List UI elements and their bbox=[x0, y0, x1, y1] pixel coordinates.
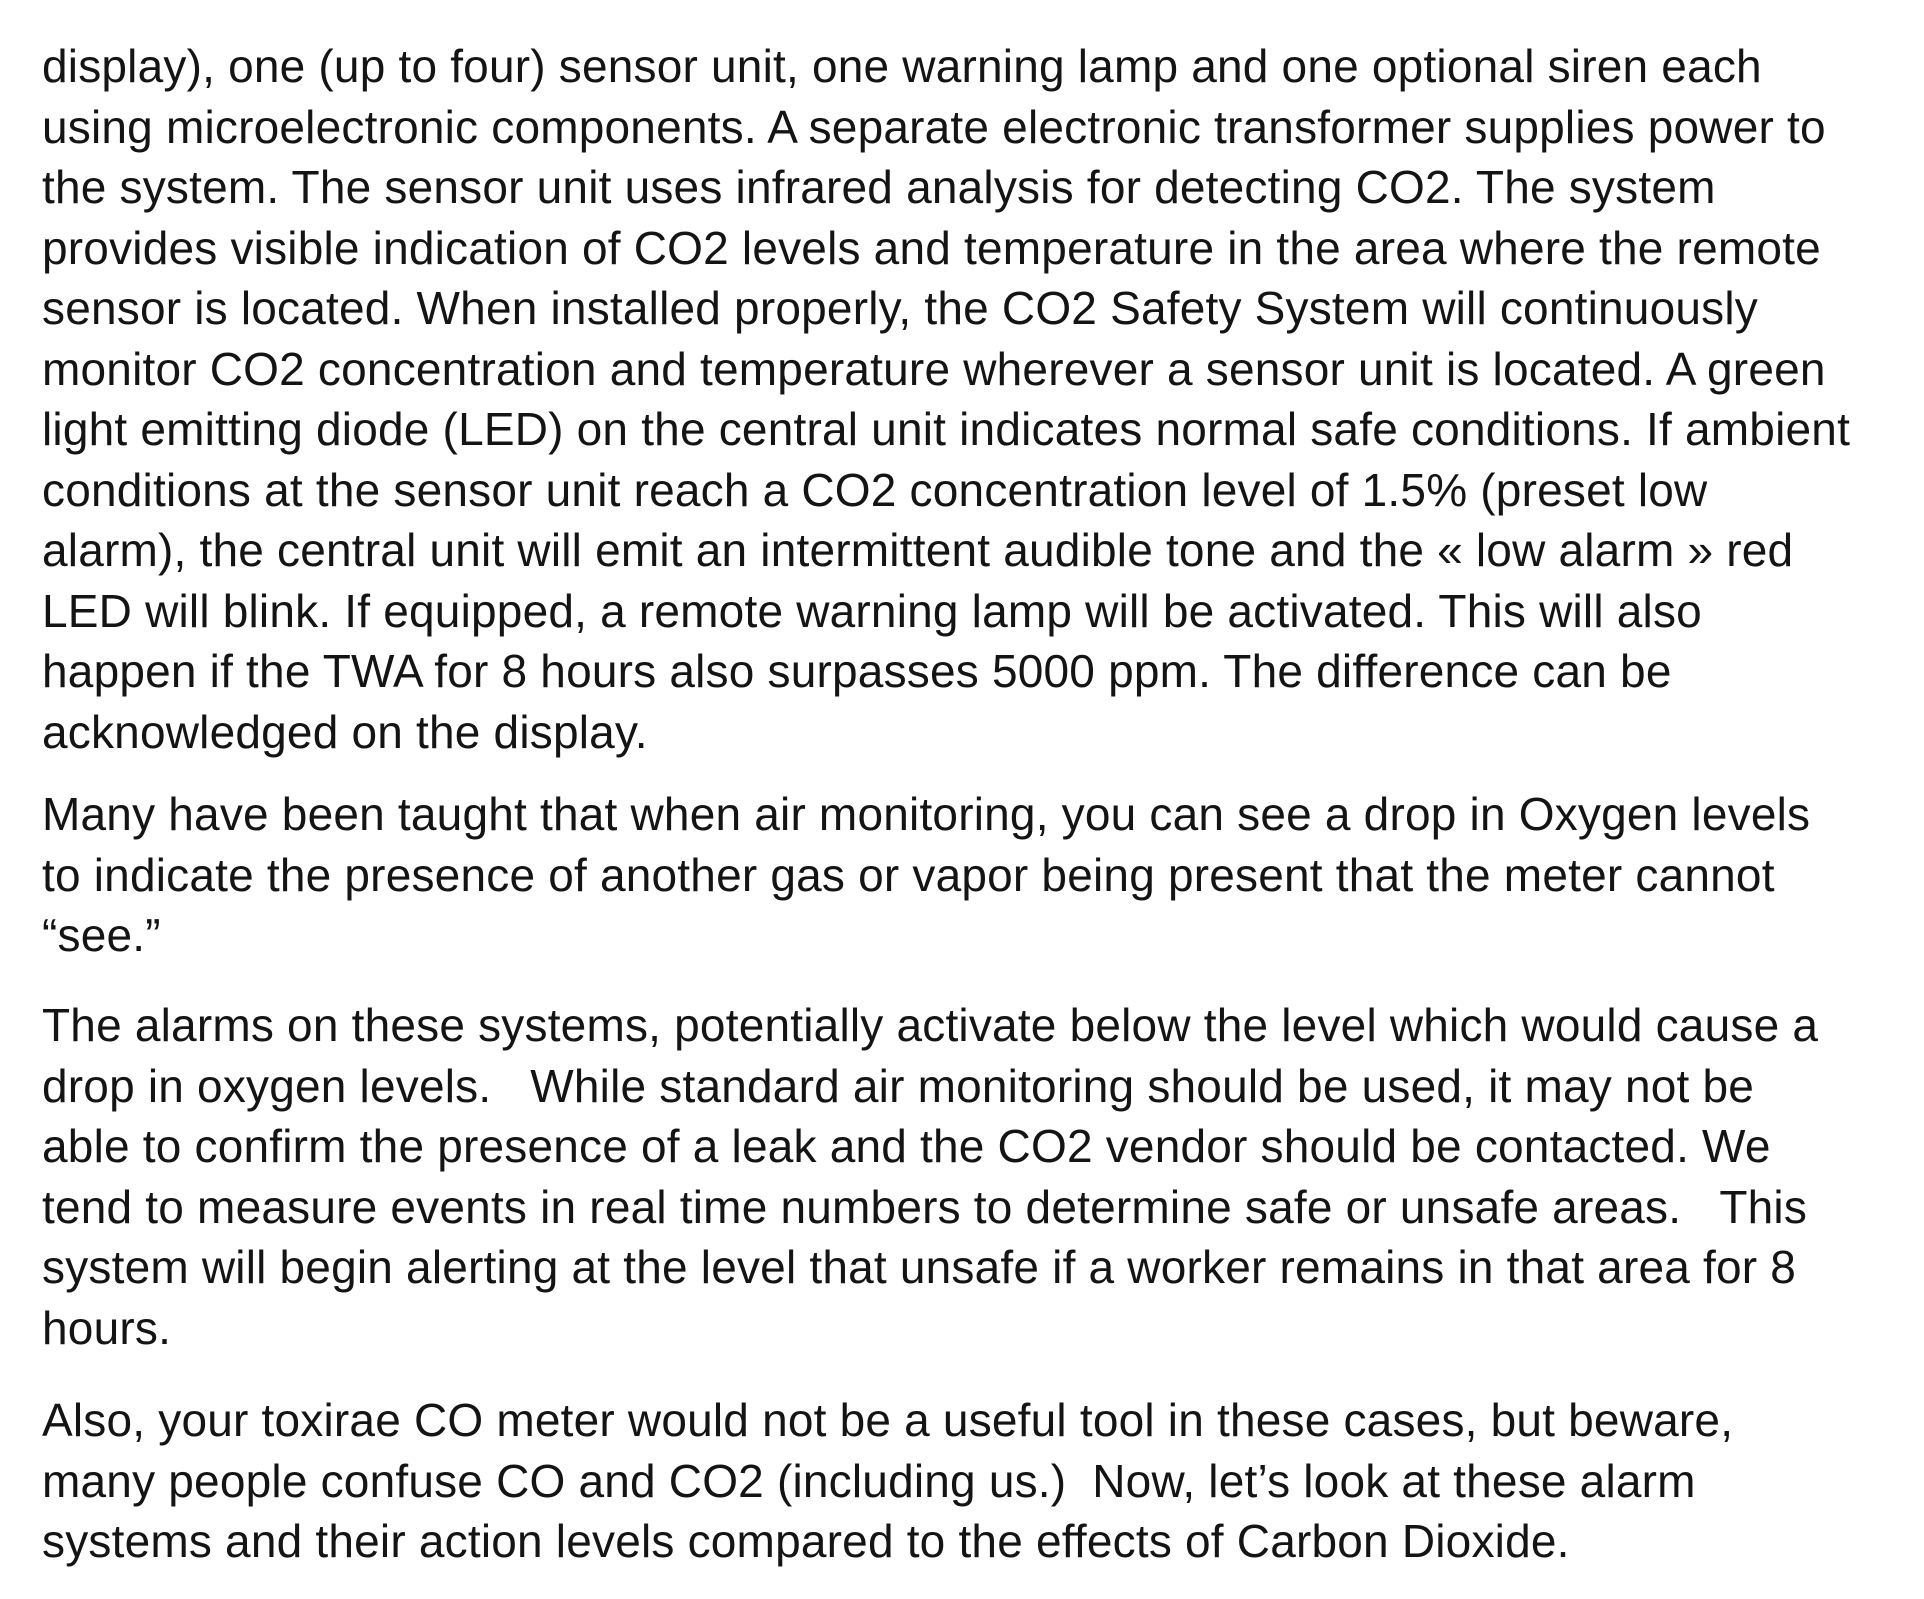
text-line: Also, your toxirae CO meter would not be a useful tool in these cases, but beware, bbox=[42, 1394, 1734, 1446]
text-line: many people confuse CO and CO2 (including us.) Now, let’s look at these alarm bbox=[42, 1454, 1696, 1507]
text-line: the system. The sensor unit uses infrared analysis for detecting CO2. The system bbox=[42, 161, 1716, 213]
text-line: alarm), the central unit will emit an intermittent audible tone and the « low alarm » red bbox=[42, 524, 1794, 576]
text-line: using microelectronic components. A separate electronic transformer supplies power to bbox=[42, 100, 1826, 153]
text-line: systems and their action levels compared to the effects of Carbon Dioxide. bbox=[42, 1515, 1570, 1567]
paragraph-co-meter bbox=[42, 1390, 1912, 1572]
text-line: acknowledged on the display. bbox=[42, 705, 648, 758]
text-line: system will begin alerting at the level that unsafe if a worker remains in that area for 8 bbox=[42, 1241, 1797, 1293]
text-line: able to confirm the presence of a leak and the CO2 vendor should be contacted. We bbox=[42, 1120, 1771, 1172]
text-line: display), one (up to four) sensor unit, one warning lamp and one optional siren each bbox=[42, 40, 1762, 92]
text-line: to indicate the presence of another gas or vapor being present that the meter cannot bbox=[42, 848, 1775, 901]
text-line: LED will blink. If equipped, a remote warning lamp will be activated. This will also bbox=[42, 584, 1702, 637]
text-line: hours. bbox=[42, 1301, 172, 1354]
text-line: Many have been taught that when air monitoring, you can see a drop in Oxygen levels bbox=[42, 788, 1811, 840]
paragraph-co2-safety-system bbox=[42, 36, 1912, 762]
text-line: monitor CO2 concentration and temperature wherever a sensor unit is located. A green bbox=[42, 342, 1826, 395]
text-line: The alarms on these systems, potentially activate below the level which would cause a bbox=[42, 999, 1819, 1051]
text-line: conditions at the sensor unit reach a CO2 concentration level of 1.5% (preset low bbox=[42, 463, 1708, 516]
text-line: tend to measure events in real time numbers to determine safe or unsafe areas. This bbox=[42, 1180, 1808, 1233]
text-line: drop in oxygen levels. While standard air monitoring should be used, it may not be bbox=[42, 1059, 1755, 1112]
paragraph-alarm-levels bbox=[42, 995, 1912, 1358]
text-line: sensor is located. When installed properly, the CO2 Safety System will continuously bbox=[42, 282, 1758, 334]
paragraph-oxygen-drop bbox=[42, 784, 1912, 966]
text-line: light emitting diode (LED) on the central unit indicates normal safe conditions. If ambient bbox=[42, 403, 1851, 455]
text-line: provides visible indication of CO2 levels and temperature in the area where the remote bbox=[42, 221, 1821, 274]
text-line: “see.” bbox=[42, 909, 161, 961]
text-line: happen if the TWA for 8 hours also surpasses 5000 ppm. The difference can be bbox=[42, 645, 1672, 697]
